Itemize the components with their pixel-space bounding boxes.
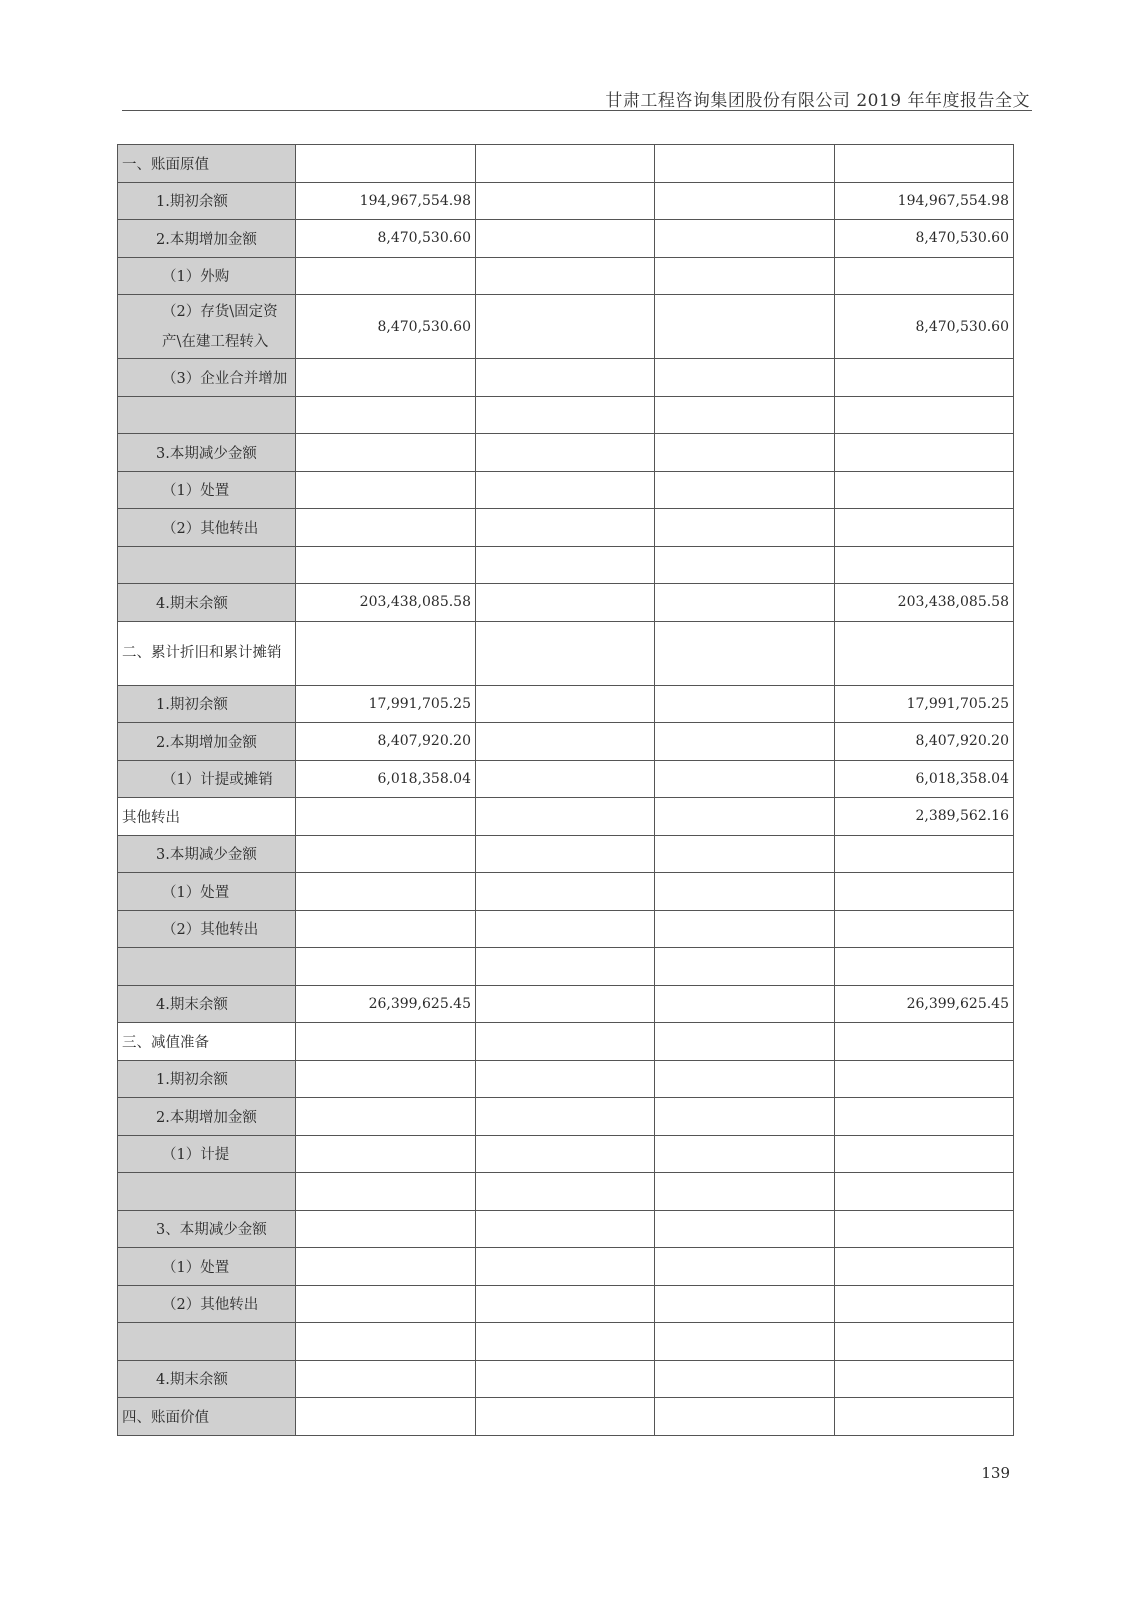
cell-c1: [296, 509, 476, 547]
cell-c3: [655, 295, 835, 359]
table-row: [118, 1060, 1014, 1098]
cell-c1: [296, 621, 476, 685]
cell-c3: [655, 1060, 835, 1098]
cell-c1: [296, 948, 476, 986]
cell-c2: [476, 546, 655, 584]
row-label: 1.期初余额: [118, 1060, 296, 1098]
row-label: 二、累计折旧和累计摊销: [118, 621, 296, 685]
cell-c1: 17,991,705.25: [296, 685, 476, 723]
cell-c3: [655, 396, 835, 434]
cell-c4: 194,967,554.98: [835, 182, 1014, 220]
table-row: [118, 145, 1014, 183]
cell-c1: [296, 798, 476, 836]
cell-c2: [476, 1285, 655, 1323]
row-label: 4.期末余额: [118, 1360, 296, 1398]
cell-c2: [476, 1098, 655, 1136]
cell-c2: [476, 220, 655, 258]
cell-c2: [476, 471, 655, 509]
table-row: [118, 471, 1014, 509]
cell-c3: [655, 1248, 835, 1286]
page-header-title: 甘肃工程咨询集团股份有限公司 2019 年年度报告全文: [605, 91, 1030, 111]
row-label: [118, 396, 296, 434]
cell-c4: [835, 1323, 1014, 1361]
table-row: [118, 257, 1014, 295]
cell-c3: [655, 434, 835, 472]
header-divider: [122, 110, 1032, 111]
row-label: （1）计提或摊销: [118, 760, 296, 798]
cell-c3: [655, 257, 835, 295]
cell-c4: 17,991,705.25: [835, 685, 1014, 723]
table-row: [118, 948, 1014, 986]
table-row: [118, 798, 1014, 836]
table-row: [118, 1248, 1014, 1286]
cell-c4: [835, 1285, 1014, 1323]
cell-c3: [655, 910, 835, 948]
cell-c3: [655, 1210, 835, 1248]
cell-c3: [655, 985, 835, 1023]
cell-c4: 203,438,085.58: [835, 584, 1014, 622]
row-label: 3.本期减少金额: [118, 434, 296, 472]
cell-c2: [476, 509, 655, 547]
row-label: [118, 1173, 296, 1211]
cell-c1: [296, 1323, 476, 1361]
cell-c2: [476, 434, 655, 472]
cell-c1: [296, 1285, 476, 1323]
cell-c4: 2,389,562.16: [835, 798, 1014, 836]
cell-c1: [296, 910, 476, 948]
cell-c1: [296, 1248, 476, 1286]
row-label: 2.本期增加金额: [118, 1098, 296, 1136]
table-row: [118, 220, 1014, 258]
cell-c1: 194,967,554.98: [296, 182, 476, 220]
cell-c4: [835, 257, 1014, 295]
cell-c3: [655, 1173, 835, 1211]
cell-c3: [655, 1135, 835, 1173]
cell-c2: [476, 1323, 655, 1361]
table-row: [118, 396, 1014, 434]
cell-c1: [296, 546, 476, 584]
row-label: （2）其他转出: [118, 910, 296, 948]
table-row: [118, 182, 1014, 220]
cell-c2: [476, 760, 655, 798]
cell-c4: 8,470,530.60: [835, 295, 1014, 359]
cell-c4: [835, 1248, 1014, 1286]
cell-c3: [655, 584, 835, 622]
cell-c1: 6,018,358.04: [296, 760, 476, 798]
cell-c3: [655, 873, 835, 911]
cell-c1: 26,399,625.45: [296, 985, 476, 1023]
cell-c4: [835, 546, 1014, 584]
row-label: （1）计提: [118, 1135, 296, 1173]
cell-c3: [655, 1023, 835, 1061]
cell-c4: [835, 910, 1014, 948]
cell-c4: [835, 1135, 1014, 1173]
cell-c3: [655, 621, 835, 685]
cell-c4: [835, 1210, 1014, 1248]
cell-c4: [835, 835, 1014, 873]
table-row: [118, 359, 1014, 397]
cell-c3: [655, 1098, 835, 1136]
cell-c3: [655, 145, 835, 183]
cell-c4: [835, 948, 1014, 986]
cell-c3: [655, 1323, 835, 1361]
row-label: （1）处置: [118, 873, 296, 911]
row-label: （2）其他转出: [118, 1285, 296, 1323]
row-label: 4.期末余额: [118, 985, 296, 1023]
cell-c4: [835, 1060, 1014, 1098]
cell-c1: [296, 873, 476, 911]
row-label: [118, 1323, 296, 1361]
table-row: [118, 685, 1014, 723]
row-label: 四、账面价值: [118, 1398, 296, 1436]
table-row: [118, 1398, 1014, 1436]
cell-c4: [835, 1098, 1014, 1136]
row-label: [118, 546, 296, 584]
table-row: [118, 1135, 1014, 1173]
cell-c2: [476, 396, 655, 434]
cell-c1: [296, 1360, 476, 1398]
cell-c2: [476, 295, 655, 359]
cell-c2: [476, 1398, 655, 1436]
cell-c3: [655, 220, 835, 258]
table-row: [118, 546, 1014, 584]
page-number: 139: [981, 1464, 1010, 1482]
row-label: 2.本期增加金额: [118, 220, 296, 258]
cell-c2: [476, 145, 655, 183]
cell-c1: [296, 471, 476, 509]
cell-c4: 6,018,358.04: [835, 760, 1014, 798]
cell-c3: [655, 723, 835, 761]
cell-c1: [296, 1098, 476, 1136]
table-row: [118, 1285, 1014, 1323]
row-label: 2.本期增加金额: [118, 723, 296, 761]
table-row: [118, 434, 1014, 472]
row-label: 3.本期减少金额: [118, 835, 296, 873]
table-row: [118, 621, 1014, 685]
cell-c4: 8,470,530.60: [835, 220, 1014, 258]
cell-c2: [476, 873, 655, 911]
cell-c2: [476, 910, 655, 948]
table-row: [118, 1173, 1014, 1211]
cell-c2: [476, 798, 655, 836]
row-label: 三、减值准备: [118, 1023, 296, 1061]
cell-c2: [476, 948, 655, 986]
cell-c1: 8,407,920.20: [296, 723, 476, 761]
row-label: （1）处置: [118, 1248, 296, 1286]
cell-c1: [296, 1398, 476, 1436]
cell-c1: 8,470,530.60: [296, 220, 476, 258]
cell-c1: [296, 434, 476, 472]
cell-c2: [476, 1023, 655, 1061]
cell-c3: [655, 1398, 835, 1436]
cell-c2: [476, 1248, 655, 1286]
cell-c2: [476, 1360, 655, 1398]
cell-c1: [296, 1210, 476, 1248]
table-row: [118, 723, 1014, 761]
cell-c4: [835, 1360, 1014, 1398]
row-label: （1）处置: [118, 471, 296, 509]
cell-c2: [476, 1173, 655, 1211]
cell-c3: [655, 1360, 835, 1398]
cell-c2: [476, 723, 655, 761]
cell-c3: [655, 798, 835, 836]
cell-c4: [835, 396, 1014, 434]
cell-c3: [655, 835, 835, 873]
cell-c3: [655, 182, 835, 220]
cell-c4: [835, 1398, 1014, 1436]
cell-c2: [476, 1060, 655, 1098]
row-label: 4.期末余额: [118, 584, 296, 622]
cell-c4: [835, 1173, 1014, 1211]
cell-c2: [476, 359, 655, 397]
cell-c4: [835, 873, 1014, 911]
cell-c1: 203,438,085.58: [296, 584, 476, 622]
table-row: [118, 910, 1014, 948]
table-row: [118, 985, 1014, 1023]
cell-c1: [296, 1135, 476, 1173]
cell-c2: [476, 584, 655, 622]
asset-table: [117, 144, 1014, 1436]
cell-c1: [296, 1060, 476, 1098]
table-row: [118, 760, 1014, 798]
row-label: 其他转出: [118, 798, 296, 836]
cell-c4: [835, 145, 1014, 183]
cell-c4: [835, 471, 1014, 509]
cell-c2: [476, 1210, 655, 1248]
row-label: 1.期初余额: [118, 182, 296, 220]
cell-c4: [835, 359, 1014, 397]
cell-c2: [476, 835, 655, 873]
row-label: （2）存货\固定资产\在建工程转入: [118, 295, 296, 359]
asset-table-body: [118, 145, 1014, 1436]
table-row: [118, 1323, 1014, 1361]
row-label: （1）外购: [118, 257, 296, 295]
table-row: [118, 509, 1014, 547]
table-row: [118, 1360, 1014, 1398]
cell-c4: [835, 1023, 1014, 1061]
cell-c3: [655, 685, 835, 723]
cell-c2: [476, 1135, 655, 1173]
cell-c1: [296, 835, 476, 873]
row-label: 1.期初余额: [118, 685, 296, 723]
cell-c1: [296, 1173, 476, 1211]
cell-c3: [655, 509, 835, 547]
cell-c4: 8,407,920.20: [835, 723, 1014, 761]
row-label: 一、账面原值: [118, 145, 296, 183]
table-row: [118, 835, 1014, 873]
cell-c4: [835, 509, 1014, 547]
cell-c2: [476, 257, 655, 295]
table-row: [118, 295, 1014, 359]
cell-c1: [296, 359, 476, 397]
table-row: [118, 873, 1014, 911]
cell-c3: [655, 1285, 835, 1323]
cell-c2: [476, 182, 655, 220]
table-row: [118, 584, 1014, 622]
cell-c2: [476, 985, 655, 1023]
cell-c3: [655, 546, 835, 584]
cell-c1: [296, 257, 476, 295]
cell-c4: [835, 621, 1014, 685]
cell-c2: [476, 621, 655, 685]
row-label: （3）企业合并增加: [118, 359, 296, 397]
cell-c2: [476, 685, 655, 723]
cell-c1: 8,470,530.60: [296, 295, 476, 359]
cell-c3: [655, 760, 835, 798]
row-label: 3、本期减少金额: [118, 1210, 296, 1248]
cell-c3: [655, 948, 835, 986]
table-row: [118, 1098, 1014, 1136]
cell-c3: [655, 359, 835, 397]
cell-c1: [296, 145, 476, 183]
cell-c1: [296, 396, 476, 434]
table-row: [118, 1210, 1014, 1248]
cell-c4: [835, 434, 1014, 472]
table-row: [118, 1023, 1014, 1061]
row-label: （2）其他转出: [118, 509, 296, 547]
cell-c4: 26,399,625.45: [835, 985, 1014, 1023]
cell-c1: [296, 1023, 476, 1061]
row-label: [118, 948, 296, 986]
cell-c3: [655, 471, 835, 509]
